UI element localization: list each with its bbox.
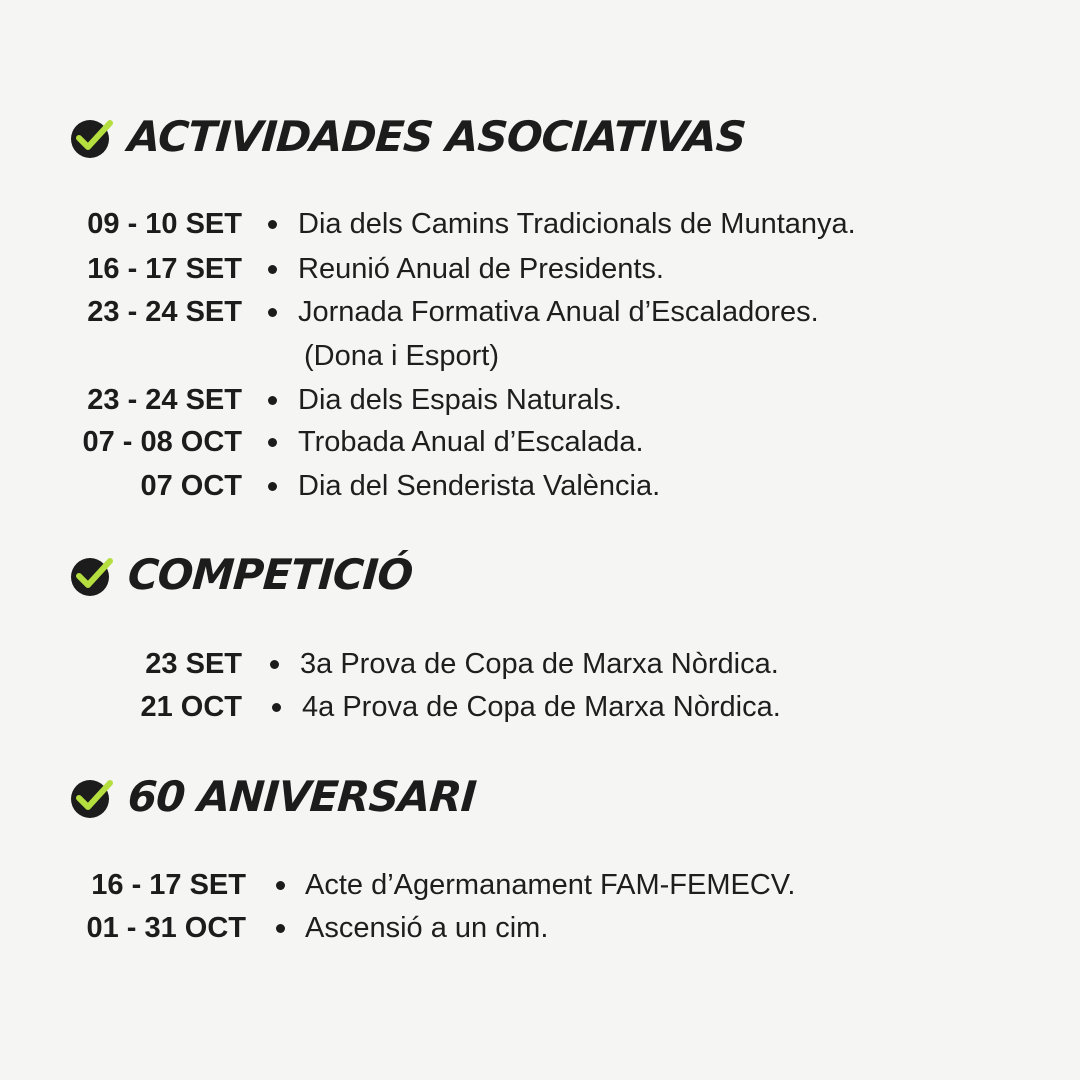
check-circle-icon bbox=[68, 773, 116, 821]
section-heading: ACTIVIDADES ASOCIATIVAS bbox=[126, 112, 748, 161]
bullet-icon bbox=[268, 438, 277, 447]
bullet-icon bbox=[272, 703, 281, 712]
check-circle-icon bbox=[68, 113, 116, 161]
section-heading: COMPETICIÓ bbox=[126, 550, 414, 599]
list-item bbox=[0, 378, 1080, 422]
event-text: Jornada Formativa Anual d’Escaladores. bbox=[298, 296, 819, 328]
event-text: 3a Prova de Copa de Marxa Nòrdica. bbox=[300, 648, 779, 680]
list-item bbox=[0, 863, 1080, 907]
section-title-aniversari bbox=[68, 772, 476, 821]
event-date: 16 - 17 SET bbox=[87, 253, 242, 285]
bullet-icon bbox=[268, 220, 277, 229]
bullet-icon bbox=[268, 482, 277, 491]
list-item bbox=[0, 290, 1080, 334]
list-item bbox=[0, 420, 1080, 464]
event-text: Dia dels Espais Naturals. bbox=[298, 384, 622, 416]
event-date: 01 - 31 OCT bbox=[86, 912, 246, 944]
list-item-continuation bbox=[0, 334, 1080, 378]
event-text: Dia dels Camins Tradicionals de Muntanya. bbox=[298, 208, 856, 240]
event-date: 23 SET bbox=[145, 648, 242, 680]
bullet-icon bbox=[276, 881, 285, 890]
bullet-icon bbox=[270, 660, 279, 669]
list-item bbox=[0, 685, 1080, 729]
section-heading: 60 ANIVERSARI bbox=[126, 772, 478, 821]
event-date: 07 - 08 OCT bbox=[82, 426, 242, 458]
bullet-icon bbox=[268, 396, 277, 405]
list-item bbox=[0, 464, 1080, 508]
section-title-actividades bbox=[68, 112, 748, 161]
event-text: Dia del Senderista València. bbox=[298, 470, 661, 502]
event-text: 4a Prova de Copa de Marxa Nòrdica. bbox=[302, 691, 781, 723]
event-text: (Dona i Esport) bbox=[304, 340, 500, 372]
event-date: 09 - 10 SET bbox=[87, 208, 242, 240]
bullet-icon bbox=[268, 265, 277, 274]
list-item bbox=[0, 906, 1080, 950]
event-date: 23 - 24 SET bbox=[87, 384, 242, 416]
list-item bbox=[0, 247, 1080, 291]
event-date: 16 - 17 SET bbox=[91, 869, 246, 901]
list-item bbox=[0, 202, 1080, 246]
event-date: 21 OCT bbox=[140, 691, 242, 723]
list-item bbox=[0, 642, 1080, 686]
event-text: Acte d’Agermanament FAM-FEMECV. bbox=[305, 869, 796, 901]
section-title-competicio bbox=[68, 550, 412, 599]
bullet-icon bbox=[276, 924, 285, 933]
event-date: 07 OCT bbox=[140, 470, 242, 502]
event-text: Ascensió a un cim. bbox=[305, 912, 549, 944]
event-text: Reunió Anual de Presidents. bbox=[298, 253, 664, 285]
event-date: 23 - 24 SET bbox=[87, 296, 242, 328]
event-text: Trobada Anual d’Escalada. bbox=[298, 426, 644, 458]
bullet-icon bbox=[268, 308, 277, 317]
check-circle-icon bbox=[68, 551, 116, 599]
